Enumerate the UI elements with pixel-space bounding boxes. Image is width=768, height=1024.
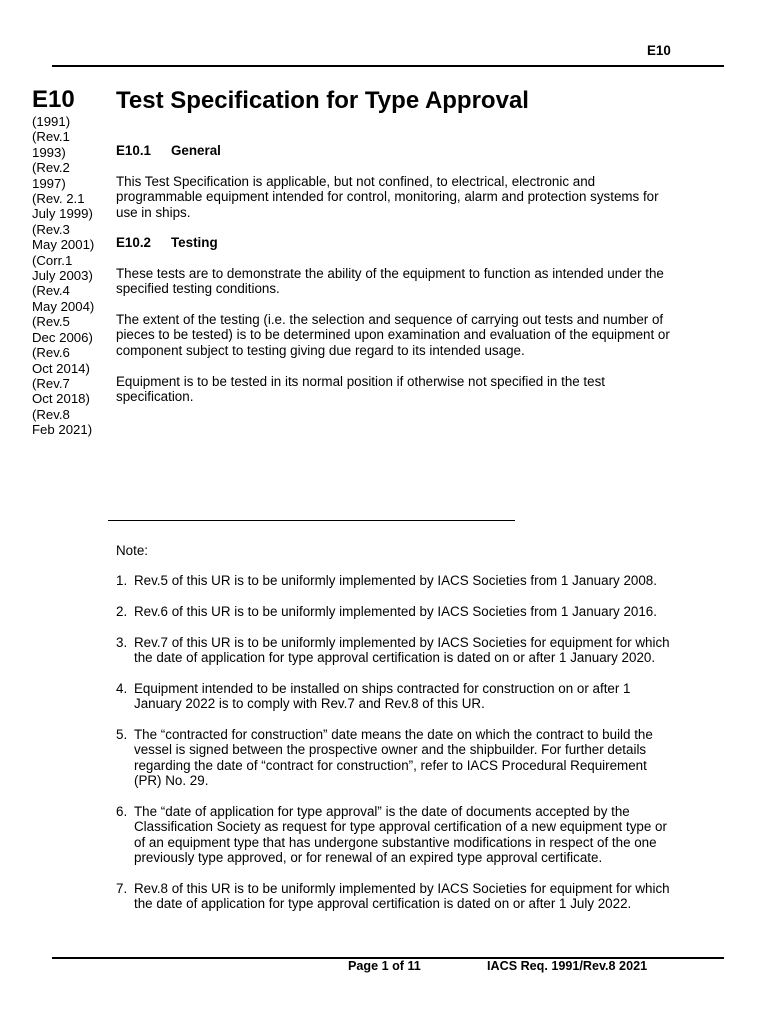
text-line: July 1999) <box>32 206 93 222</box>
note-number: 3. <box>116 635 128 650</box>
text-line: (Rev.4 <box>32 283 70 299</box>
text-line: Dec 2006) <box>32 329 93 345</box>
text-line: Rev.7 of this UR is to be uniformly implemented by IACS Societies for equipment for which <box>134 635 670 650</box>
text-line: The “date of application for type approval” is the date of documents accepted by the <box>134 804 630 819</box>
text-line: (Corr.1 <box>32 252 73 268</box>
section-title: Testing <box>171 235 218 250</box>
text-line: Oct 2018) <box>32 391 90 407</box>
note-text <box>134 604 657 619</box>
document-reference: IACS Req. 1991/Rev.8 2021 <box>487 959 648 973</box>
text-line: The “contracted for construction” date means the date on which the contract to build the <box>134 727 653 742</box>
revision-history <box>32 114 94 438</box>
text-line: the date of application for type approval certification is dated on or after 1 July 2022. <box>134 896 632 912</box>
text-line: specified testing conditions. <box>116 281 280 297</box>
text-line: July 2003) <box>32 268 93 284</box>
header-code: E10 <box>647 43 671 58</box>
text-line: (1991) <box>32 114 71 129</box>
text-line: January 2022 is to comply with Rev.7 and Rev.8 of this UR. <box>134 696 485 712</box>
text-line: pieces to be tested) is to be determined upon examination and evaluation of the equipment or <box>116 327 670 343</box>
text-line: (Rev.8 <box>32 406 70 422</box>
text-line: Equipment is to be tested in its normal position if otherwise not specified in the test <box>116 374 606 389</box>
text-line: May 2001) <box>32 237 95 253</box>
text-line: (Rev.1 <box>32 129 70 145</box>
section-heading-general <box>116 143 221 158</box>
text-line: (Rev.2 <box>32 160 70 176</box>
note-number: 4. <box>116 681 128 696</box>
text-line: May 2004) <box>32 298 95 314</box>
note-number: 2. <box>116 604 128 619</box>
text-line: (Rev.7 <box>32 375 70 391</box>
text-line: Rev.8 of this UR is to be uniformly implemented by IACS Societies for equipment for which <box>134 881 670 896</box>
text-line: Equipment intended to be installed on ships contracted for construction on or after 1 <box>134 681 631 696</box>
paragraph <box>116 174 659 220</box>
text-line: (Rev.6 <box>32 345 70 361</box>
text-line: (Rev. 2.1 <box>32 191 85 207</box>
section-number: E10.1 <box>116 143 151 158</box>
note-text <box>134 635 670 666</box>
text-line: use in ships. <box>116 204 191 220</box>
text-line: The extent of the testing (i.e. the selection and sequence of carrying out tests and number of <box>116 312 664 327</box>
section-title: General <box>171 143 221 158</box>
text-line: 1993) <box>32 144 66 160</box>
text-line: Rev.6 of this UR is to be uniformly implemented by IACS Societies from 1 January 2016. <box>134 604 657 619</box>
page-number: Page 1 of 11 <box>348 959 421 973</box>
text-line: the date of application for type approval certification is dated on or after 1 January 2020. <box>134 650 656 666</box>
text-line: previously type approved, or for renewal of an expired type approval certificate. <box>134 850 603 866</box>
paragraph <box>116 312 670 358</box>
text-line: specification. <box>116 389 194 405</box>
text-line: (Rev.3 <box>32 221 70 237</box>
text-line: (PR) No. 29. <box>134 773 209 789</box>
text-line: vessel is signed between the prospective owner and the shipbuilder. For further details <box>134 742 647 758</box>
doc-code: E10 <box>32 86 75 113</box>
note-text <box>134 681 631 712</box>
text-line: Rev.5 of this UR is to be uniformly implemented by IACS Societies from 1 January 2008. <box>134 573 657 588</box>
note-number: 1. <box>116 573 128 588</box>
section-heading-testing <box>116 235 218 250</box>
text-line: of an equipment type that has undergone substantive modifications in respect of the one <box>134 834 657 850</box>
text-line: (Rev.5 <box>32 314 70 330</box>
note-label: Note: <box>116 543 149 558</box>
text-line: component subject to testing giving due regard to its intended usage. <box>116 342 525 358</box>
note-text <box>134 573 657 588</box>
note-text <box>134 804 667 866</box>
note-text <box>134 881 670 912</box>
note-number: 7. <box>116 881 128 896</box>
text-line: regarding the date of “contract for construction”, refer to IACS Procedural Requirement <box>134 757 647 773</box>
text-line: 1997) <box>32 175 66 191</box>
note-number: 5. <box>116 727 128 742</box>
text-line: Classification Society as request for type approval certification of a new equipment type or <box>134 819 667 835</box>
note-number: 6. <box>116 804 128 819</box>
text-line: programmable equipment intended for control, monitoring, alarm and protection systems for <box>116 189 659 205</box>
footnote-separator <box>108 520 515 521</box>
text-line: Oct 2014) <box>32 360 90 376</box>
page-title: Test Specification for Type Approval <box>116 87 529 114</box>
paragraph <box>116 374 605 405</box>
note-text <box>134 727 653 789</box>
text-line: These tests are to demonstrate the ability of the equipment to function as intended under the <box>116 266 664 281</box>
text-line: This Test Specification is applicable, but not confined, to electrical, electronic and <box>116 174 596 189</box>
header-rule <box>52 65 724 67</box>
section-number: E10.2 <box>116 235 151 250</box>
paragraph <box>116 266 664 297</box>
text-line: Feb 2021) <box>32 422 93 438</box>
